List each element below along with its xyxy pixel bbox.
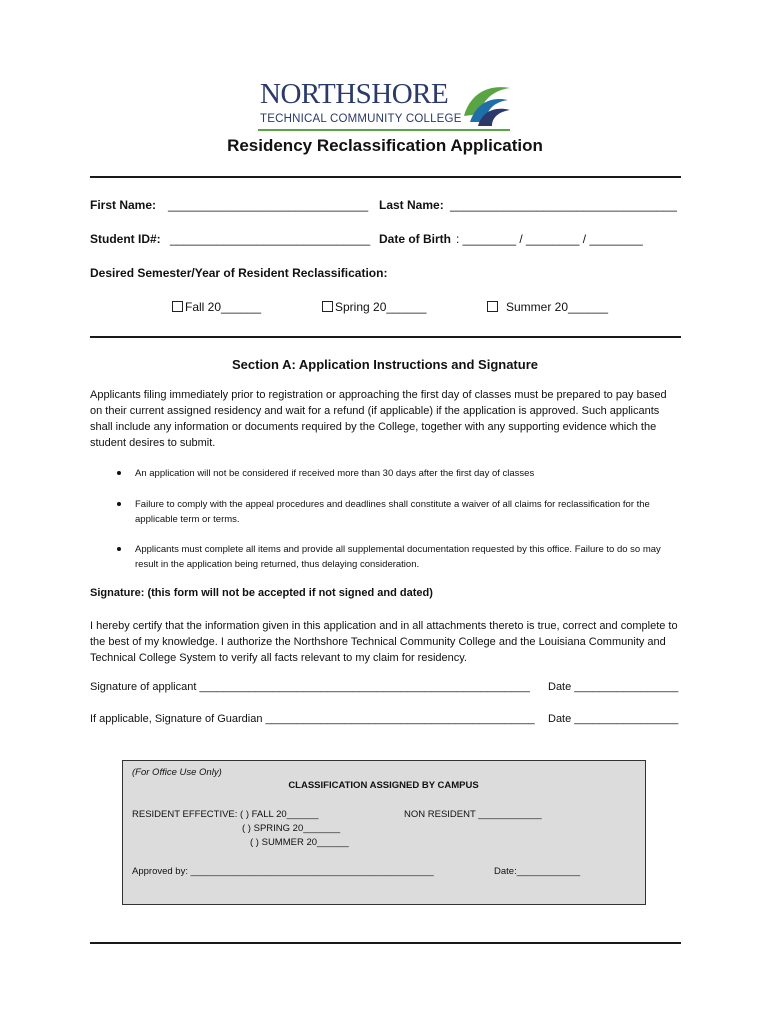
last-name-field[interactable]: __________________________________ xyxy=(450,198,677,212)
summer-option[interactable] xyxy=(487,300,608,314)
spring-label: Spring 20______ xyxy=(335,300,427,314)
fall-checkbox[interactable] xyxy=(172,301,183,312)
office-use-box xyxy=(122,760,646,905)
guardian-signature-field[interactable]: If applicable, Signature of Guardian ____________________________________________ xyxy=(90,713,535,725)
title-divider xyxy=(90,176,681,178)
applicant-signature-field[interactable]: Signature of applicant ______________________________________________________ xyxy=(90,681,530,693)
bullet-dot xyxy=(117,471,121,475)
certify-paragraph: I hereby certify that the information given in this application and in all attachments thereto is true, correct and complete to the best of my knowledge. I authorize the Northshore Technical Community College and the Louisiana Community and Technical College System to verify all facts relevant to my claim for residency. xyxy=(90,620,678,664)
resident-summer[interactable]: ( ) SUMMER 20______ xyxy=(250,837,349,848)
section-divider xyxy=(90,336,681,338)
resident-effective[interactable]: RESIDENT EFFECTIVE: ( ) FALL 20______ xyxy=(132,809,319,820)
office-date-field[interactable]: Date:____________ xyxy=(494,866,581,877)
spring-option[interactable] xyxy=(322,300,426,314)
spring-checkbox[interactable] xyxy=(322,301,333,312)
bullet-2: Failure to comply with the appeal procedures and deadlines shall constitute a waiver of all claims for reclassification for the applicable term or terms. xyxy=(135,499,650,525)
summer-checkbox[interactable] xyxy=(487,301,498,312)
logo-wordmark: NORTHSHORE xyxy=(260,78,449,110)
semester-label: Desired Semester/Year of Resident Reclassification: xyxy=(90,266,388,280)
dob-label: Date of Birth xyxy=(379,232,451,246)
guardian-date-field[interactable]: Date _________________ xyxy=(548,713,679,725)
section-a-heading: Section A: Application Instructions and Signature xyxy=(231,357,538,372)
logo-underline xyxy=(258,129,510,131)
resident-spring[interactable]: ( ) SPRING 20_______ xyxy=(242,823,341,834)
last-name-label: Last Name: xyxy=(379,198,444,212)
fall-option[interactable] xyxy=(172,300,261,314)
intro-paragraph: Applicants filing immediately prior to registration or approaching the first day of classes must be prepared to pay based on their current assigned residency and wait for a refund (if applicable) if the application is approved. Such applicants shall include any information or documents required by the College, together with any supporting evidence which the student desires to submit. xyxy=(90,389,667,449)
logo-wave-icon xyxy=(460,80,514,126)
first-name-field[interactable]: ______________________________ xyxy=(168,198,369,212)
dob-field[interactable]: : ________ / ________ / ________ xyxy=(456,232,643,246)
page-title: Residency Reclassification Application xyxy=(227,136,543,155)
office-note: (For Office Use Only) xyxy=(132,767,222,778)
non-resident[interactable]: NON RESIDENT ____________ xyxy=(404,809,542,820)
footer-divider xyxy=(90,942,681,944)
college-logo xyxy=(258,78,514,134)
student-id-field[interactable]: ______________________________ xyxy=(170,232,371,246)
bullet-dot xyxy=(117,502,121,506)
signature-heading: Signature: (this form will not be accepted if not signed and dated) xyxy=(90,587,433,599)
summer-label: Summer 20______ xyxy=(506,300,609,314)
first-name-label: First Name: xyxy=(90,198,157,212)
student-id-label: Student ID#: xyxy=(90,232,161,246)
bullet-3: Applicants must complete all items and provide all supplemental documentation requested by this office. Failure to do so may result in the application being returned, thus delaying consideration. xyxy=(135,544,661,570)
bullet-1: An application will not be considered if received more than 30 days after the first day of classes xyxy=(135,468,535,479)
bullet-dot xyxy=(117,547,121,551)
office-heading: CLASSIFICATION ASSIGNED BY CAMPUS xyxy=(288,780,479,791)
logo-subtitle: TECHNICAL COMMUNITY COLLEGE xyxy=(260,113,462,125)
fall-label: Fall 20______ xyxy=(185,300,262,314)
applicant-date-field[interactable]: Date _________________ xyxy=(548,681,679,693)
approved-by-field[interactable]: Approved by: ______________________________________________ xyxy=(132,866,434,877)
